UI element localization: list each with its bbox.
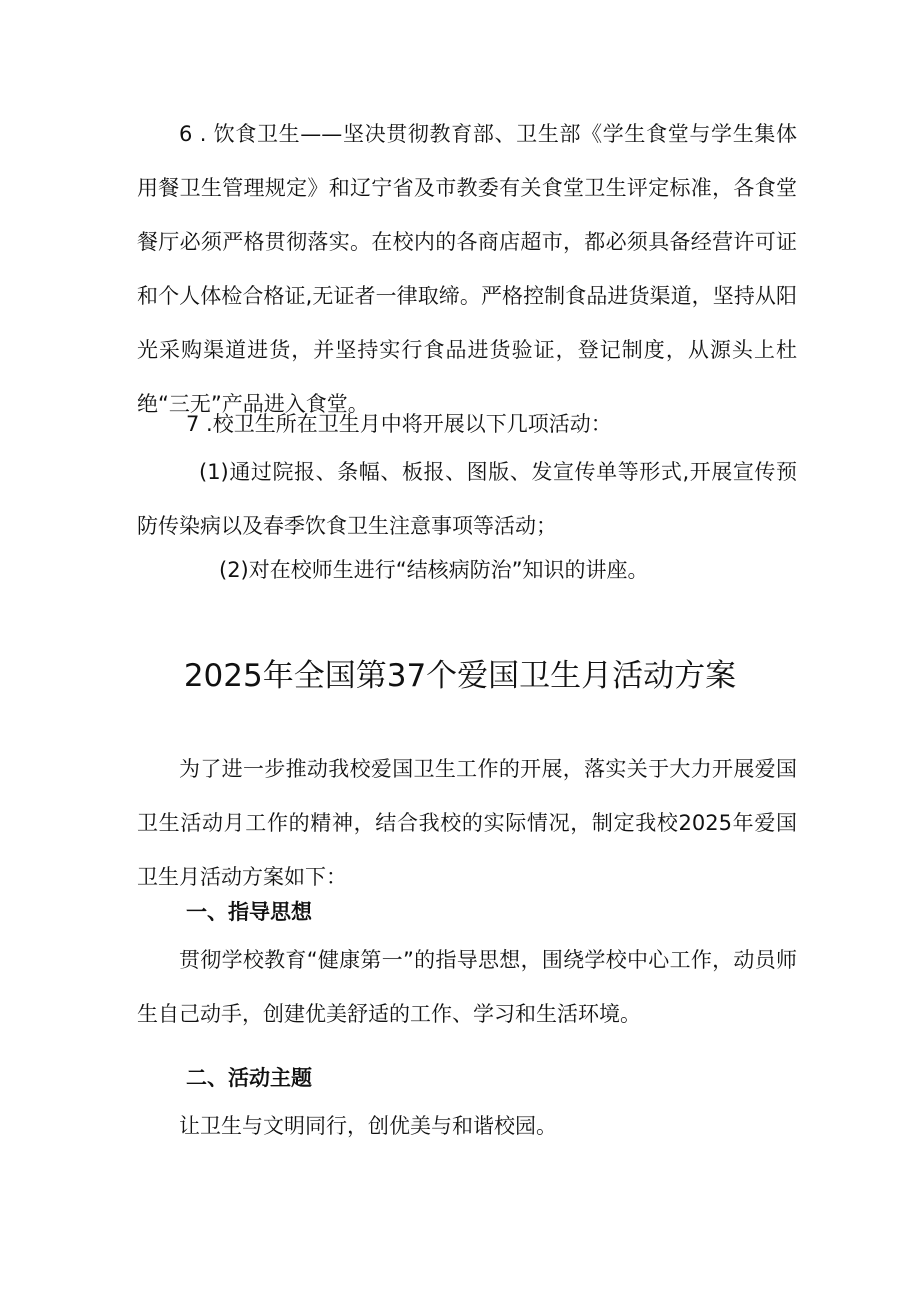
activity-1-paragraph: (1)通过院报、条幅、板报、图版、发宣传单等形式,开展宣传预防传染病以及春季饮食卫生注意事项等活动；: [137, 460, 797, 538]
activity-2-line: (2)对在校师生进行“结核病防治”知识的讲座。: [219, 558, 649, 582]
section-6-paragraph: 6 . 饮食卫生——坚决贯彻教育部、卫生部《学生食堂与学生集体用餐卫生管理规定》和辽宁省及市教委有关食堂卫生评定标准，各食堂餐厅必须严格贯彻落实。在校内的各商店超市，都必须具备经营许可证和个人体检合格证,无证者一律取缔。严格控制食品进货渠道，坚持从阳光采购渠道进货，并坚持实行食品进货验证，登记制度，从源头上杜绝“三无”产品进入食堂。: [137, 122, 797, 416]
section-7-line: 7 .校卫生所在卫生月中将开展以下几项活动：: [186, 412, 612, 436]
intro-paragraph: 为了进一步推动我校爱国卫生工作的开展，落实关于大力开展爱国卫生活动月工作的精神，结合我校的实际情况，制定我校2025年爱国卫生月活动方案如下：: [137, 757, 797, 889]
activity-theme-paragraph: 让卫生与文明同行，创优美与和谐校园。: [179, 1114, 557, 1138]
heading-guiding-ideology: 一、指导思想: [186, 900, 312, 924]
guiding-ideology-paragraph: 贯彻学校教育“健康第一”的指导思想，围绕学校中心工作，动员师生自己动手，创建优美舒适的工作、学习和生活环境。: [137, 948, 797, 1026]
document-title: 2025年全国第37个爱国卫生月活动方案: [183, 658, 737, 694]
heading-activity-theme: 二、活动主题: [186, 1066, 312, 1090]
